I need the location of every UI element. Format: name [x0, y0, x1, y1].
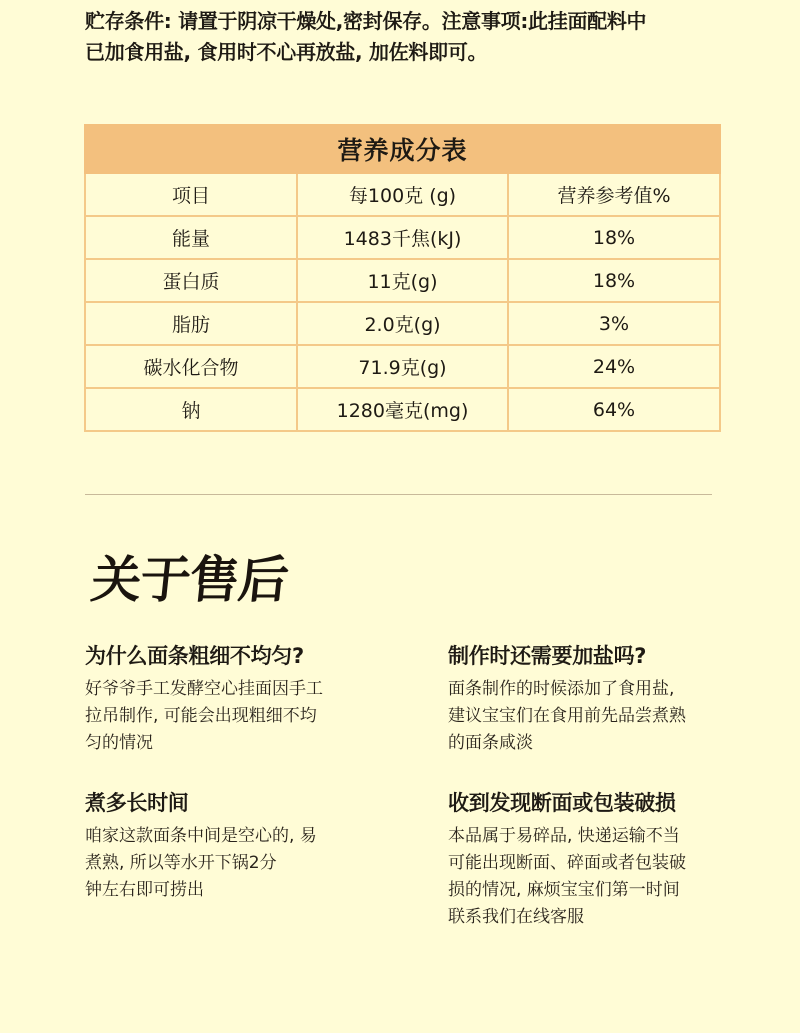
table-row [85, 216, 720, 259]
nutrient-nrv: 3% [508, 302, 720, 345]
faq-answer-line: 联系我们在线客服 [448, 907, 584, 927]
faq-item-add-salt [448, 642, 738, 757]
faq-answer-line: 咱家这款面条中间是空心的, 易 [85, 826, 317, 846]
storage-line-1: 贮存条件: 请置于阴凉干燥处,密封保存。注意事项:此挂面配料中 [85, 9, 647, 33]
nutrient-name: 蛋白质 [85, 259, 297, 302]
faq-answer-line: 损的情况, 麻烦宝宝们第一时间 [448, 880, 680, 900]
column-header-nrv: 营养参考值% [508, 173, 720, 216]
section-divider [85, 494, 712, 495]
faq-answer-line: 钟左右即可捞出 [85, 880, 204, 900]
faq-answer-line: 的面条咸淡 [448, 733, 533, 753]
nutrient-nrv: 24% [508, 345, 720, 388]
table-row [85, 388, 720, 431]
table-row [85, 259, 720, 302]
nutrient-amount: 11克(g) [297, 259, 508, 302]
faq-question: 收到发现断面或包装破损 [448, 791, 676, 815]
faq-answer-line: 匀的情况 [85, 733, 153, 753]
nutrient-nrv: 64% [508, 388, 720, 431]
nutrient-name: 钠 [85, 388, 297, 431]
after-sales-title: 关于售后 [88, 550, 291, 609]
nutrient-name: 脂肪 [85, 302, 297, 345]
faq-answer [448, 823, 738, 931]
faq-answer-line: 可能出现断面、碎面或者包装破 [448, 853, 686, 873]
faq-question: 为什么面条粗细不均匀? [85, 644, 304, 668]
column-header-item: 项目 [85, 173, 297, 216]
nutrient-name: 碳水化合物 [85, 345, 297, 388]
faq-answer-line: 拉吊制作, 可能会出现粗细不均 [85, 706, 317, 726]
faq-answer-line: 好爷爷手工发酵空心挂面因手工 [85, 679, 323, 699]
table-header-row [85, 173, 720, 216]
nutrient-nrv: 18% [508, 259, 720, 302]
faq-answer-line: 建议宝宝们在食用前先品尝煮熟 [448, 706, 686, 726]
storage-line-2: 已加食用盐, 食用时不心再放盐, 加佐料即可。 [85, 40, 488, 64]
nutrient-amount: 71.9克(g) [297, 345, 508, 388]
faq-answer-line: 本品属于易碎品, 快递运输不当 [448, 826, 680, 846]
faq-answer [448, 676, 738, 757]
nutrient-nrv: 18% [508, 216, 720, 259]
faq-answer-line: 面条制作的时候添加了食用盐, [448, 679, 675, 699]
storage-notice [85, 6, 730, 68]
nutrient-amount: 2.0克(g) [297, 302, 508, 345]
table-row [85, 345, 720, 388]
table-row [85, 302, 720, 345]
faq-answer [85, 676, 375, 757]
nutrition-table-title: 营养成分表 [85, 125, 720, 173]
faq-question: 煮多长时间 [85, 791, 189, 815]
nutrient-amount: 1483千焦(kJ) [297, 216, 508, 259]
column-header-per100g: 每100克 (g) [297, 173, 508, 216]
faq-item-broken-package [448, 789, 738, 931]
faq-item-uneven-thickness [85, 642, 375, 757]
faq-answer [85, 823, 375, 904]
nutrition-table [84, 124, 721, 432]
nutrient-amount: 1280毫克(mg) [297, 388, 508, 431]
faq-answer-line: 煮熟, 所以等水开下锅2分 [85, 853, 277, 873]
faq-item-cooking-time [85, 789, 375, 904]
faq-question: 制作时还需要加盐吗? [448, 644, 647, 668]
nutrient-name: 能量 [85, 216, 297, 259]
